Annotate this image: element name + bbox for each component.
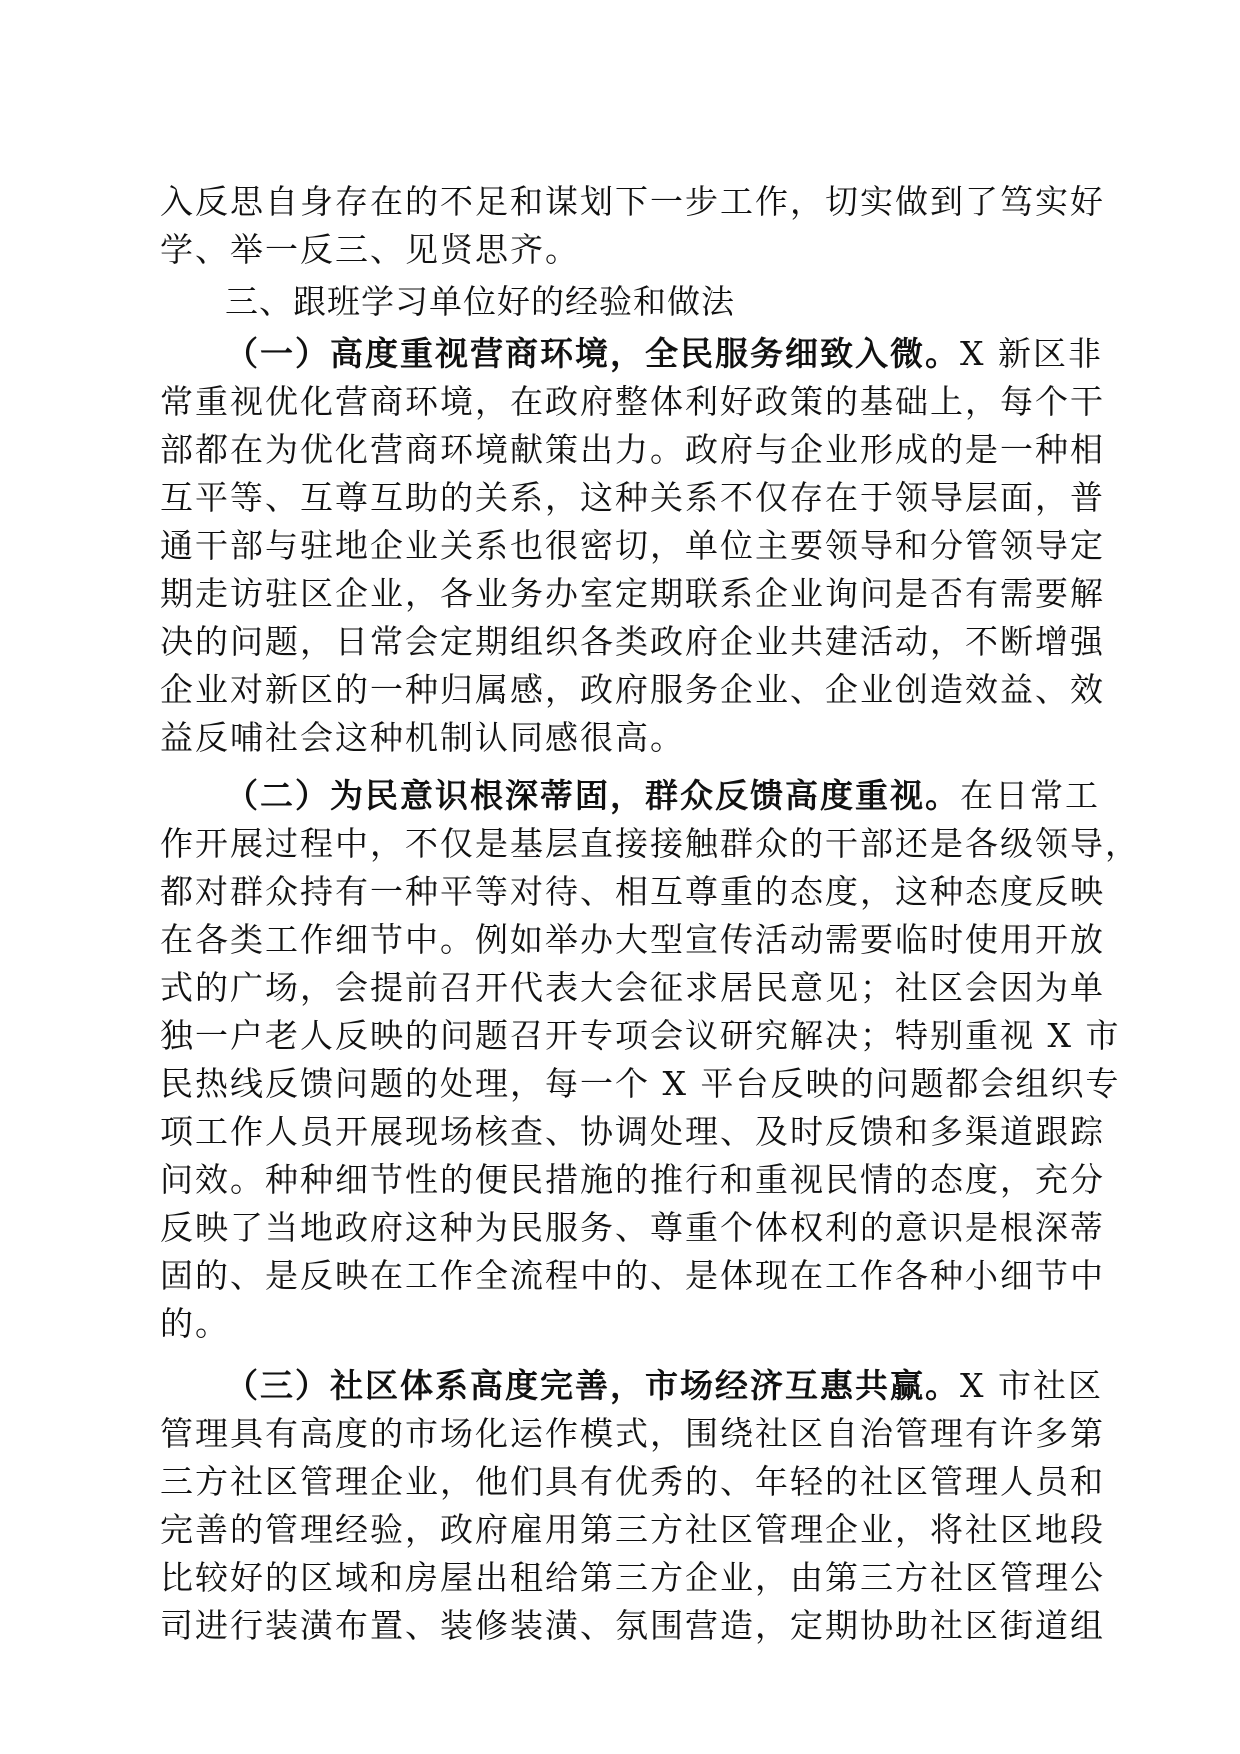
subsection-title: （三）社区体系高度完善，市场经济互惠共赢。 (225, 1366, 960, 1405)
body-line: 的。 (160, 1304, 230, 1343)
subsection-title: （二）为民意识根深蒂固，群众反馈高度重视。 (225, 776, 960, 815)
body-line: 问效。种种细节性的便民措施的推行和重视民情的态度，充分 (160, 1160, 1105, 1199)
section-heading: 三、跟班学习单位好的经验和做法 (225, 282, 735, 321)
body-text: X 新区非 (960, 334, 1103, 373)
body-line: 项工作人员开展现场核查、协调处理、及时反馈和多渠道跟踪 (160, 1112, 1105, 1151)
body-line: 部都在为优化营商环境献策出力。政府与企业形成的是一种相 (160, 430, 1105, 469)
body-line: 固的、是反映在工作全流程中的、是体现在工作各种小细节中 (160, 1256, 1105, 1295)
subsection-line (225, 772, 1100, 820)
body-line: 企业对新区的一种归属感，政府服务企业、企业创造效益、效 (160, 670, 1105, 709)
body-line: 期走访驻区企业，各业务办室定期联系企业询问是否有需要解 (160, 574, 1105, 613)
body-line: 比较好的区域和房屋出租给第三方企业，由第三方社区管理公 (160, 1558, 1105, 1597)
subsection-title: （一）高度重视营商环境，全民服务细致入微。 (225, 334, 960, 373)
subsection-line (225, 1362, 1103, 1410)
body-line: 反映了当地政府这种为民服务、尊重个体权利的意识是根深蒂 (160, 1208, 1105, 1247)
body-line: 通干部与驻地企业关系也很密切，单位主要领导和分管领导定 (160, 526, 1105, 565)
body-line: 管理具有高度的市场化运作模式，围绕社区自治管理有许多第 (160, 1414, 1105, 1453)
body-text: 在日常工 (960, 776, 1100, 815)
body-line: 在各类工作细节中。例如举办大型宣传活动需要临时使用开放 (160, 920, 1105, 959)
body-line: 常重视优化营商环境，在政府整体利好政策的基础上，每个干 (160, 382, 1105, 421)
body-line: 都对群众持有一种平等对待、相互尊重的态度，这种态度反映 (160, 872, 1105, 911)
body-line: 益反哺社会这种机制认同感很高。 (160, 718, 685, 757)
subsection-line (225, 330, 1103, 378)
body-line: 决的问题，日常会定期组织各类政府企业共建活动，不断增强 (160, 622, 1105, 661)
body-line: 式的广场，会提前召开代表大会征求居民意见；社区会因为单 (160, 968, 1105, 1007)
body-line: 司进行装潢布置、装修装潢、氛围营造，定期协助社区街道组 (160, 1606, 1105, 1645)
body-line: 完善的管理经验，政府雇用第三方社区管理企业，将社区地段 (160, 1510, 1105, 1549)
body-line: 互平等、互尊互助的关系，这种关系不仅存在于领导层面，普 (160, 478, 1105, 517)
body-line: 学、举一反三、见贤思齐。 (160, 230, 580, 269)
body-line: 民热线反馈问题的处理，每一个 X 平台反映的问题都会组织专 (160, 1064, 1121, 1103)
body-line: 三方社区管理企业，他们具有优秀的、年轻的社区管理人员和 (160, 1462, 1105, 1501)
body-line: 入反思自身存在的不足和谋划下一步工作，切实做到了笃实好 (160, 182, 1105, 221)
body-line: 作开展过程中，不仅是基层直接接触群众的干部还是各级领导， (160, 824, 1140, 863)
body-line: 独一户老人反映的问题召开专项会议研究解决；特别重视 X 市 (160, 1016, 1121, 1055)
body-text: X 市社区 (960, 1366, 1103, 1405)
